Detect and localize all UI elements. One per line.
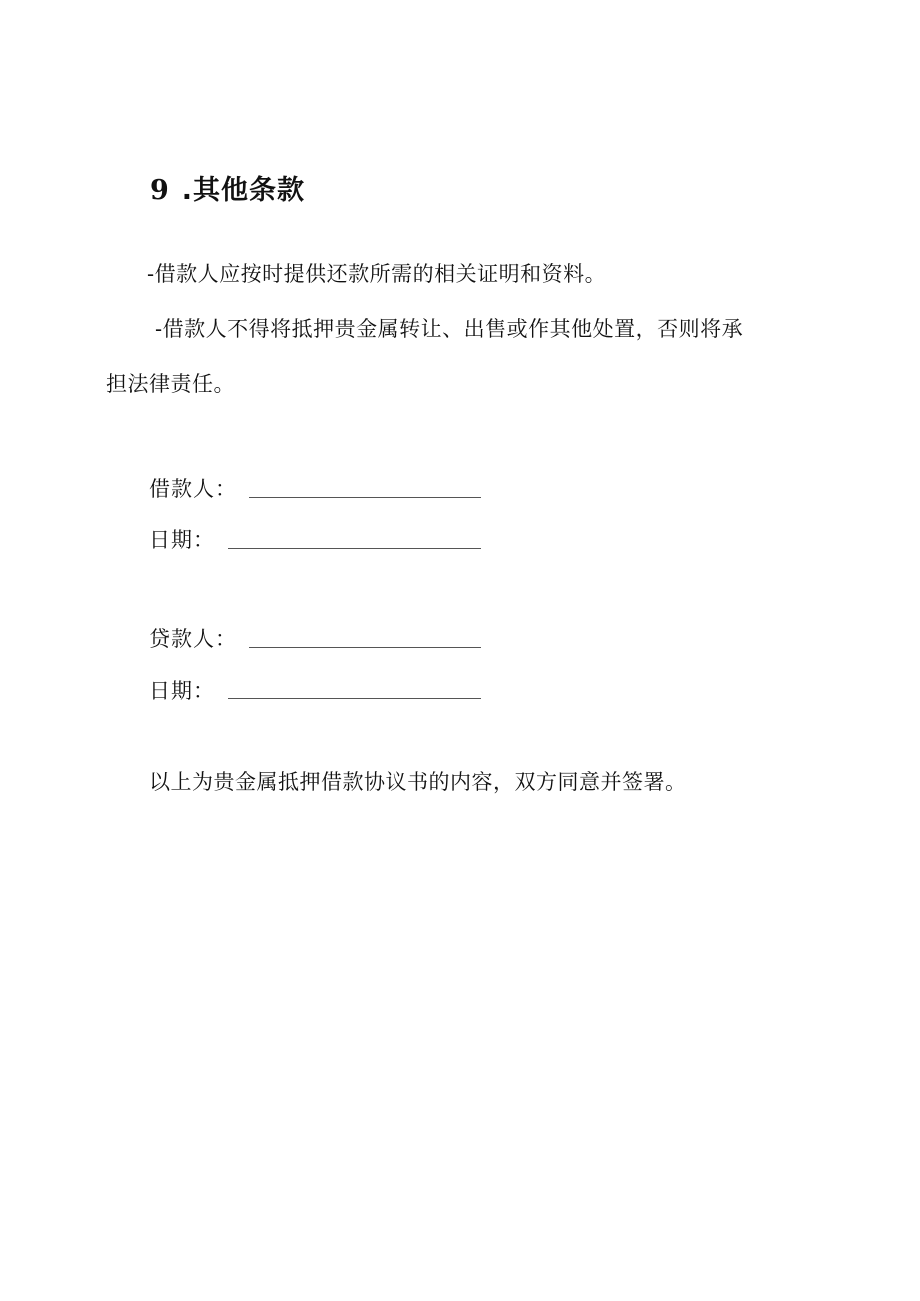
section-title: .其他条款: [181, 175, 306, 206]
lender-signature-row: [149, 623, 237, 653]
borrower-date-line[interactable]: [228, 547, 481, 549]
lender-date-row: [149, 675, 215, 705]
borrower-label: 借款人：: [149, 477, 237, 501]
section-number: 9: [150, 175, 170, 206]
borrower-date-label: 日期：: [149, 528, 215, 552]
borrower-signature-line[interactable]: [249, 496, 481, 498]
section-heading: [150, 168, 305, 207]
lender-label: 贷款人：: [149, 627, 237, 651]
lender-date-label: 日期：: [149, 679, 215, 703]
clause-1: -借款人应按时提供还款所需的相关证明和资料。: [147, 262, 607, 286]
clause-2-continued: 担法律责任。: [106, 372, 235, 396]
closing-statement: 以上为贵金属抵押借款协议书的内容，双方同意并签署。: [149, 770, 687, 794]
clause-2: -借款人不得将抵押贵金属转让、出售或作其他处置，否则将承: [155, 317, 744, 341]
borrower-date-row: [149, 524, 215, 554]
lender-signature-line[interactable]: [249, 646, 481, 648]
lender-date-line[interactable]: [228, 697, 481, 699]
borrower-signature-row: [149, 473, 237, 503]
